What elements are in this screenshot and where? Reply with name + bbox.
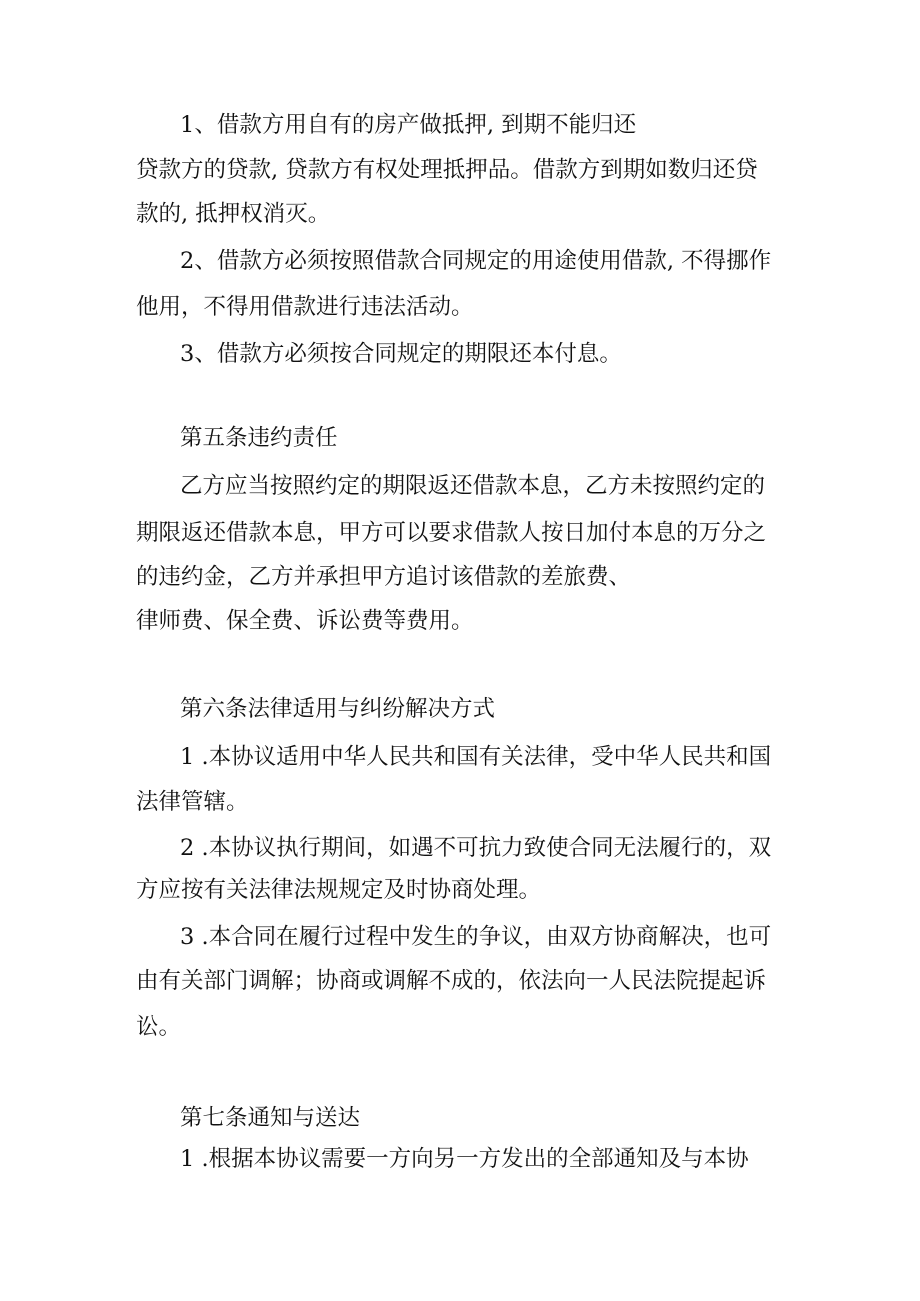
section-six-item-3-line-3: 讼。 xyxy=(136,1014,182,1040)
section-five-line-3: 的违约金，乙方并承担甲方追讨该借款的差旅费、 xyxy=(136,564,632,590)
section-five-line-2: 期限返还借款本息，甲方可以要求借款人按日加付本息的万分之 xyxy=(136,520,767,546)
item-1-line-3: 款的, 抵押权消灭。 xyxy=(136,201,331,227)
item-1-line-1: 1、借款方用自有的房产做抵押, 到期不能归还 xyxy=(180,112,637,138)
section-five-line-1: 乙方应当按照约定的期限返还借款本息，乙方未按照约定的 xyxy=(180,473,766,499)
section-five-line-4: 律师费、保全费、诉讼费等费用。 xyxy=(136,608,474,634)
section-six-item-1-line-1: 1 .本协议适用中华人民共和国有关法律，受中华人民共和国 xyxy=(180,744,772,770)
item-2-line-1: 2、借款方必须按照借款合同规定的用途使用借款, 不得挪作 xyxy=(180,248,772,274)
item-1-line-2: 贷款方的贷款, 贷款方有权处理抵押品。借款方到期如数归还贷 xyxy=(136,157,758,183)
section-seven-heading: 第七条通知与送达 xyxy=(180,1105,361,1131)
section-six-item-1-line-2: 法律管辖。 xyxy=(136,789,249,815)
section-five-heading: 第五条违约责任 xyxy=(180,425,338,451)
section-seven-item-1-line-1: 1 .根据本协议需要一方向另一方发出的全部通知及与本协 xyxy=(180,1146,749,1172)
item-3-line-1: 3、借款方必须按合同规定的期限还本付息。 xyxy=(180,341,622,367)
section-six-item-3-line-1: 3 .本合同在履行过程中发生的争议，由双方协商解决，也可 xyxy=(180,924,772,950)
section-six-heading: 第六条法律适用与纠纷解决方式 xyxy=(180,696,496,722)
item-2-line-2: 他用，不得用借款进行违法活动。 xyxy=(136,294,474,320)
section-six-item-2-line-2: 方应按有关法律法规规定及时协商处理。 xyxy=(136,877,542,903)
section-six-item-3-line-2: 由有关部门调解；协商或调解不成的，依法向一人民法院提起诉 xyxy=(136,968,767,994)
section-six-item-2-line-1: 2 .本协议执行期间，如遇不可抗力致使合同无法履行的，双 xyxy=(180,835,772,861)
